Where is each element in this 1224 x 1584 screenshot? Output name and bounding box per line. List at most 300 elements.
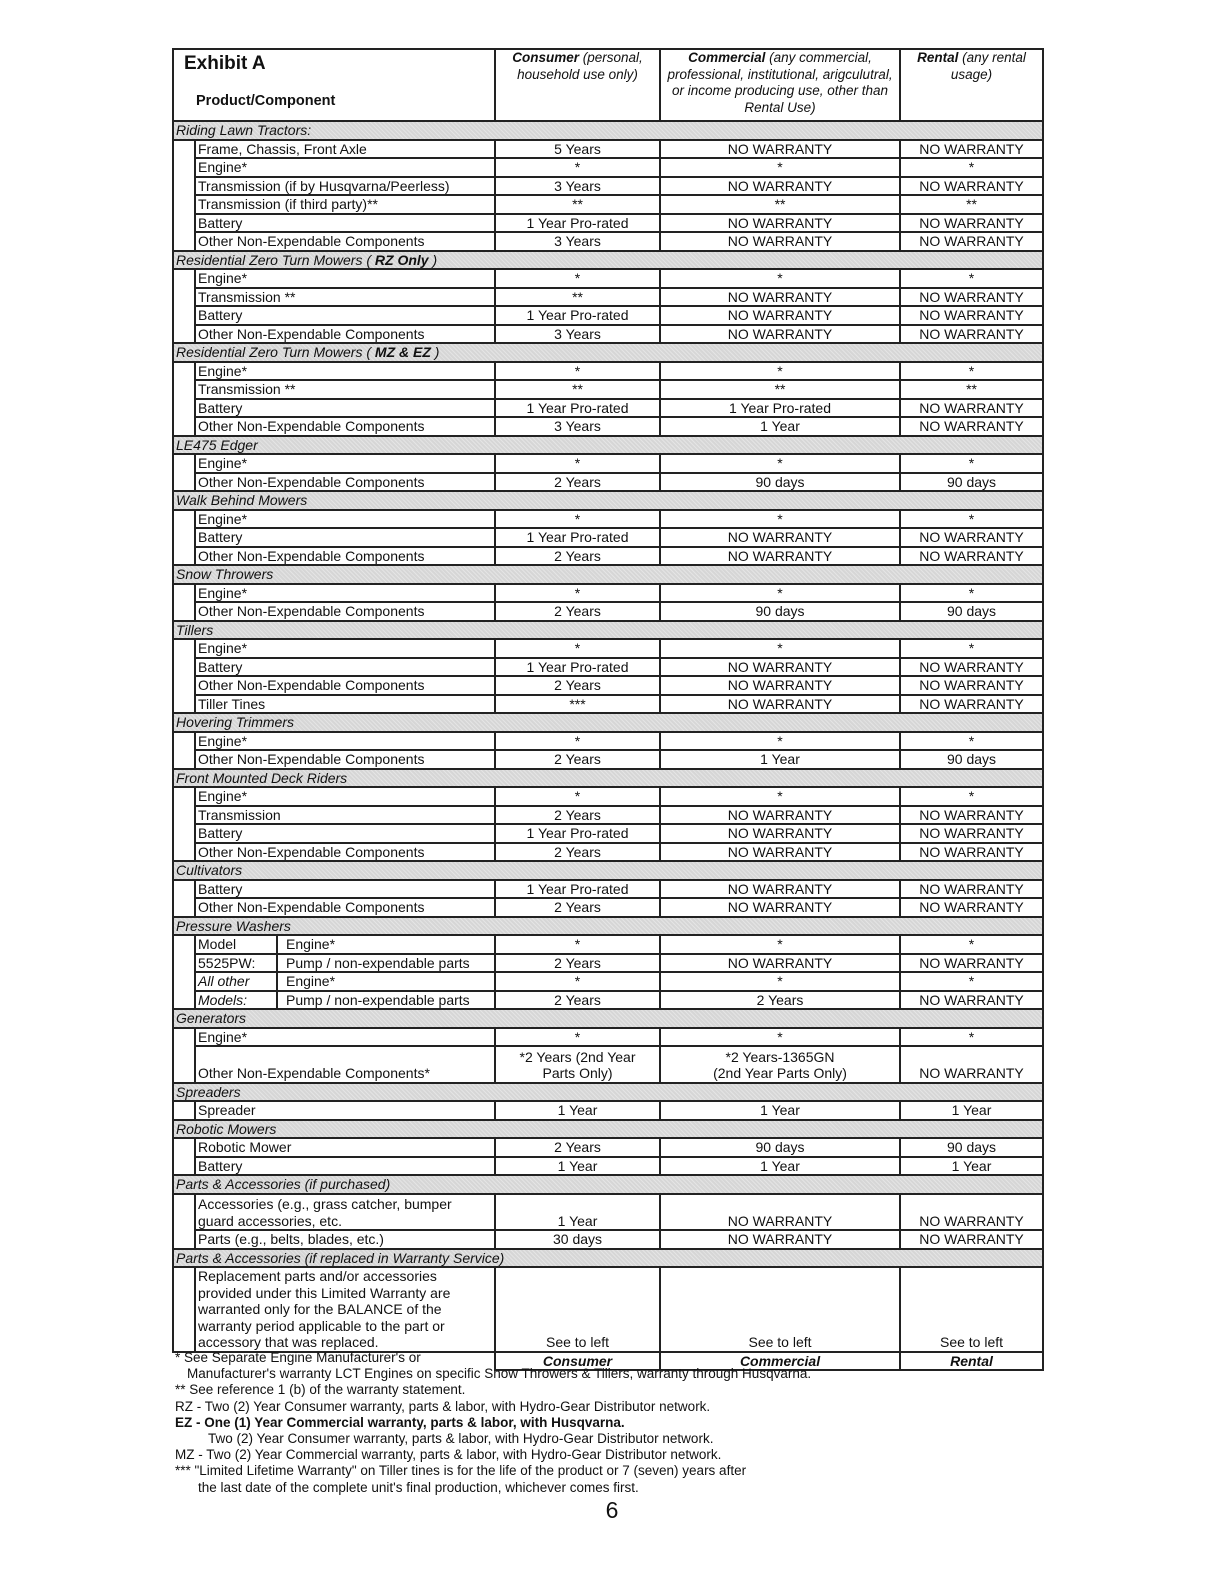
component-label: Battery — [195, 880, 495, 899]
rental-value: * — [900, 935, 1043, 954]
component-label: Battery — [195, 824, 495, 843]
component-label: Battery — [195, 528, 495, 547]
rental-header-desc: (any rental usage) — [950, 50, 1026, 82]
commercial-value: * — [660, 362, 900, 381]
section-header-row — [173, 713, 1043, 732]
commercial-header-desc: (any commercial, professional, institutional, arigculutral, or income producing use, other than Rental Use) — [667, 50, 893, 115]
commercial-value: NO WARRANTY — [660, 1230, 900, 1249]
section-title-text: Residential Zero Turn Mowers ( — [176, 251, 375, 268]
table-row — [173, 140, 1043, 159]
component-label: Engine* — [195, 269, 495, 288]
commercial-value: 90 days — [660, 602, 900, 621]
commercial-value: NO WARRANTY — [660, 658, 900, 677]
rental-value: * — [900, 639, 1043, 658]
component-label: Transmission ** — [195, 380, 495, 399]
component-label: Battery — [195, 399, 495, 418]
commercial-value: * — [660, 269, 900, 288]
section-header-row — [173, 861, 1043, 880]
component-label: Engine* — [195, 362, 495, 381]
rental-value: NO WARRANTY — [900, 214, 1043, 233]
replacement-note-line: warranty period applicable to the part or — [198, 1317, 445, 1334]
consumer-value: 2 Years — [495, 843, 660, 862]
component-label: Other Non-Expendable Components — [195, 602, 495, 621]
table-row — [173, 362, 1043, 381]
consumer-value: 1 Year Pro-rated — [495, 880, 660, 899]
component-label: Other Non-Expendable Components — [195, 898, 495, 917]
section-title-rz — [173, 251, 1043, 270]
commercial-value: NO WARRANTY — [660, 954, 900, 973]
consumer-value-line: *2 Years (2nd Year — [519, 1048, 636, 1065]
component-label: Engine* — [195, 1028, 495, 1047]
consumer-value: * — [495, 454, 660, 473]
consumer-value: 2 Years — [495, 750, 660, 769]
table-row — [173, 1101, 1043, 1120]
section-title-bold: RZ Only — [374, 251, 429, 268]
table-row — [173, 1138, 1043, 1157]
consumer-value: 1 Year — [495, 1157, 660, 1176]
commercial-value: 1 Year — [660, 417, 900, 436]
section-header-row — [173, 1120, 1043, 1139]
section-title-robotic: Robotic Mowers — [173, 1120, 1043, 1139]
commercial-value: * — [660, 732, 900, 751]
footnote-lct-engines: Manufacturer's warranty LCT Engines on specific Snow Throwers & Tillers, warranty through Husqvarna. — [187, 1366, 812, 1382]
rental-value: NO WARRANTY — [900, 843, 1043, 862]
consumer-value: 1 Year — [495, 1101, 660, 1120]
row-gutter — [173, 140, 195, 251]
section-header-row — [173, 343, 1043, 362]
rental-value: NO WARRANTY — [900, 1194, 1043, 1231]
commercial-value: 1 Year — [660, 1157, 900, 1176]
component-label: Transmission — [195, 806, 495, 825]
consumer-value: * — [495, 935, 660, 954]
rental-value: NO WARRANTY — [900, 806, 1043, 825]
component-label — [195, 1267, 495, 1352]
consumer-value: 2 Years — [495, 547, 660, 566]
commercial-value: 90 days — [660, 1138, 900, 1157]
consumer-value: * — [495, 510, 660, 529]
table-row — [173, 787, 1043, 806]
component-label: Engine* — [195, 732, 495, 751]
row-gutter — [173, 1267, 195, 1352]
commercial-value: NO WARRANTY — [660, 843, 900, 862]
section-header-row — [173, 251, 1043, 270]
rental-header-bold: Rental — [917, 50, 959, 65]
rental-value: NO WARRANTY — [900, 880, 1043, 899]
consumer-value: 2 Years — [495, 473, 660, 492]
component-label: Frame, Chassis, Front Axle — [195, 140, 495, 159]
exhibit-title: Exhibit A — [184, 53, 266, 74]
component-label — [195, 935, 495, 954]
warranty-table — [172, 48, 1044, 1371]
section-title-text: Residential Zero Turn Mowers ( — [176, 344, 375, 360]
replacement-note-line: Replacement parts and/or accessories — [198, 1268, 437, 1285]
commercial-value: NO WARRANTY — [660, 1194, 900, 1231]
section-title-replaced: Parts & Accessories (if replaced in Warranty Service) — [173, 1249, 1043, 1268]
commercial-value: 1 Year — [660, 1101, 900, 1120]
consumer-value: 1 Year Pro-rated — [495, 399, 660, 418]
section-title-edger: LE475 Edger — [173, 436, 1043, 455]
row-gutter — [173, 362, 195, 436]
footnote-rz: RZ - Two (2) Year Consumer warranty, parts & labor, with Hydro-Gear Distributor network. — [175, 1398, 711, 1414]
product-component-label: Product/Component — [196, 92, 336, 109]
commercial-value: NO WARRANTY — [660, 325, 900, 344]
component-label: Engine* — [195, 584, 495, 603]
consumer-value: 3 Years — [495, 325, 660, 344]
commercial-value: * — [660, 639, 900, 658]
rental-value: See to left — [900, 1267, 1043, 1352]
component-label: Other Non-Expendable Components — [195, 843, 495, 862]
consumer-value: 30 days — [495, 1230, 660, 1249]
commercial-value: NO WARRANTY — [660, 288, 900, 307]
commercial-value: * — [660, 454, 900, 473]
component-label — [195, 954, 495, 973]
rental-value: * — [900, 1028, 1043, 1047]
table-row — [173, 177, 1043, 196]
rental-value: * — [900, 158, 1043, 177]
component-label: Other Non-Expendable Components — [195, 547, 495, 566]
table-row — [173, 158, 1043, 177]
component-label: Transmission (if by Husqvarna/Peerless) — [195, 177, 495, 196]
table-row — [173, 1267, 1043, 1352]
consumer-value: * — [495, 639, 660, 658]
rental-value: 1 Year — [900, 1157, 1043, 1176]
table-row — [173, 417, 1043, 436]
component-label: Other Non-Expendable Components — [195, 417, 495, 436]
row-gutter — [173, 584, 195, 621]
table-row — [173, 1194, 1043, 1231]
consumer-value: * — [495, 787, 660, 806]
commercial-column-header — [660, 49, 900, 121]
rental-value: NO WARRANTY — [900, 306, 1043, 325]
rental-value: NO WARRANTY — [900, 325, 1043, 344]
consumer-value: 3 Years — [495, 417, 660, 436]
section-header-row — [173, 491, 1043, 510]
replacement-note-line: warranted only for the BALANCE of the — [198, 1301, 442, 1318]
component-label: Robotic Mower — [195, 1138, 495, 1157]
commercial-value-line: *2 Years-1365GN — [725, 1048, 835, 1065]
consumer-value: 1 Year — [495, 1194, 660, 1231]
row-gutter — [173, 1194, 195, 1249]
consumer-value: 2 Years — [495, 898, 660, 917]
commercial-value: 90 days — [660, 473, 900, 492]
rental-footer-label: Rental — [900, 1352, 1043, 1371]
component-label: Other Non-Expendable Components — [195, 676, 495, 695]
section-header-row — [173, 917, 1043, 936]
rental-value: NO WARRANTY — [900, 824, 1043, 843]
commercial-value: NO WARRANTY — [660, 806, 900, 825]
section-header-row — [173, 121, 1043, 140]
consumer-value: * — [495, 732, 660, 751]
component-label: Battery — [195, 658, 495, 677]
table-row — [173, 750, 1043, 769]
rental-value: NO WARRANTY — [900, 695, 1043, 714]
component-label: Battery — [195, 306, 495, 325]
commercial-value: ** — [660, 195, 900, 214]
component-label: Transmission (if third party)** — [195, 195, 495, 214]
component-label: Battery — [195, 1157, 495, 1176]
pressure-washer-group: Model — [196, 936, 278, 953]
pressure-washer-group: 5525PW: — [196, 955, 278, 972]
rental-value: NO WARRANTY — [900, 232, 1043, 251]
section-title-bold: MZ & EZ — [374, 344, 431, 360]
consumer-value: 1 Year Pro-rated — [495, 306, 660, 325]
section-title-snow: Snow Throwers — [173, 565, 1043, 584]
table-row — [173, 269, 1043, 288]
consumer-value: * — [495, 1028, 660, 1047]
rental-value: NO WARRANTY — [900, 658, 1043, 677]
section-title-walk: Walk Behind Mowers — [173, 491, 1043, 510]
rental-value: * — [900, 584, 1043, 603]
row-gutter — [173, 1028, 195, 1083]
row-gutter — [173, 732, 195, 769]
table-row — [173, 288, 1043, 307]
section-title-text: ) — [428, 251, 438, 268]
commercial-value: NO WARRANTY — [660, 214, 900, 233]
rental-value: * — [900, 269, 1043, 288]
commercial-value: NO WARRANTY — [660, 232, 900, 251]
consumer-value: *** — [495, 695, 660, 714]
table-row — [173, 214, 1043, 233]
table-row — [173, 972, 1043, 991]
table-row — [173, 454, 1043, 473]
commercial-value: NO WARRANTY — [660, 695, 900, 714]
consumer-value: 3 Years — [495, 177, 660, 196]
footnote-reference: ** See reference 1 (b) of the warranty statement. — [175, 1382, 466, 1398]
section-title-parts: Parts & Accessories (if purchased) — [173, 1175, 1043, 1194]
footnote-engine: * See Separate Engine Manufacturer's or — [175, 1350, 421, 1365]
table-row — [173, 602, 1043, 621]
component-label-line: guard accessories, etc. — [198, 1212, 342, 1229]
row-gutter — [173, 787, 195, 861]
row-gutter — [173, 510, 195, 566]
consumer-value: * — [495, 158, 660, 177]
table-row — [173, 880, 1043, 899]
commercial-value: * — [660, 158, 900, 177]
component-label: Engine* — [195, 639, 495, 658]
table-row — [173, 954, 1043, 973]
page-number: 6 — [605, 1497, 619, 1523]
table-row — [173, 584, 1043, 603]
rental-value: NO WARRANTY — [900, 898, 1043, 917]
consumer-value: * — [495, 972, 660, 991]
rental-column-header — [900, 49, 1043, 121]
component-label: Other Non-Expendable Components — [195, 473, 495, 492]
pressure-washer-component: Pump / non-expendable parts — [286, 991, 470, 1008]
row-gutter — [173, 269, 195, 343]
consumer-value: 1 Year Pro-rated — [495, 528, 660, 547]
commercial-value: * — [660, 972, 900, 991]
section-title-hovering: Hovering Trimmers — [173, 713, 1043, 732]
footnotes — [175, 1350, 1055, 1496]
section-header-row — [173, 621, 1043, 640]
commercial-value — [660, 1046, 900, 1083]
consumer-value: * — [495, 362, 660, 381]
rental-value: NO WARRANTY — [900, 528, 1043, 547]
section-title-mz — [173, 343, 1043, 362]
section-title-riding: Riding Lawn Tractors: — [173, 121, 1043, 140]
section-header-row — [173, 1009, 1043, 1028]
consumer-value: 2 Years — [495, 806, 660, 825]
rental-value: 90 days — [900, 473, 1043, 492]
row-gutter — [173, 639, 195, 713]
commercial-value: * — [660, 584, 900, 603]
pressure-washer-component: Engine* — [286, 973, 336, 989]
table-row — [173, 991, 1043, 1010]
table-row — [173, 528, 1043, 547]
table-row — [173, 473, 1043, 492]
section-header-row — [173, 1175, 1043, 1194]
rental-value: * — [900, 362, 1043, 381]
section-title-front: Front Mounted Deck Riders — [173, 769, 1043, 788]
rental-value: 1 Year — [900, 1101, 1043, 1120]
row-gutter — [173, 1101, 195, 1120]
component-label: Spreader — [195, 1101, 495, 1120]
rental-value: NO WARRANTY — [900, 954, 1043, 973]
table-row — [173, 806, 1043, 825]
commercial-value: See to left — [660, 1267, 900, 1352]
section-title-cultivators: Cultivators — [173, 861, 1043, 880]
commercial-value: * — [660, 935, 900, 954]
table-row — [173, 732, 1043, 751]
rental-value: NO WARRANTY — [900, 177, 1043, 196]
component-label: Battery — [195, 214, 495, 233]
table-header-row — [173, 49, 1043, 121]
rental-value: * — [900, 454, 1043, 473]
consumer-value: 2 Years — [495, 991, 660, 1010]
consumer-value-line: Parts Only) — [542, 1065, 613, 1082]
consumer-value: ** — [495, 380, 660, 399]
rental-value: NO WARRANTY — [900, 1046, 1043, 1083]
commercial-value: ** — [660, 380, 900, 399]
section-title-pressure: Pressure Washers — [173, 917, 1043, 936]
component-label: Transmission ** — [195, 288, 495, 307]
table-row — [173, 325, 1043, 344]
consumer-column-header — [495, 49, 660, 121]
rental-value: NO WARRANTY — [900, 547, 1043, 566]
commercial-value: * — [660, 1028, 900, 1047]
table-row — [173, 1028, 1043, 1047]
table-row — [173, 843, 1043, 862]
consumer-value: * — [495, 269, 660, 288]
section-header-row — [173, 436, 1043, 455]
component-label: Engine* — [195, 454, 495, 473]
rental-value: * — [900, 510, 1043, 529]
pressure-washer-group: Models: — [196, 992, 278, 1009]
consumer-value: See to left — [495, 1267, 660, 1352]
commercial-value: 1 Year Pro-rated — [660, 399, 900, 418]
commercial-value-line: (2nd Year Parts Only) — [713, 1065, 847, 1082]
rental-value: 90 days — [900, 602, 1043, 621]
row-gutter — [173, 880, 195, 917]
rental-value: ** — [900, 380, 1043, 399]
pressure-washer-component: Pump / non-expendable parts — [286, 954, 470, 971]
component-label — [195, 1194, 495, 1231]
commercial-value: NO WARRANTY — [660, 547, 900, 566]
rental-value: NO WARRANTY — [900, 676, 1043, 695]
table-row — [173, 510, 1043, 529]
commercial-value: NO WARRANTY — [660, 306, 900, 325]
consumer-value: ** — [495, 288, 660, 307]
table-row — [173, 1157, 1043, 1176]
footnote-mz: MZ - Two (2) Year Commercial warranty, parts & labor, with Hydro-Gear Distributor network. — [175, 1447, 722, 1463]
consumer-value: 2 Years — [495, 602, 660, 621]
table-row — [173, 695, 1043, 714]
consumer-value: 2 Years — [495, 954, 660, 973]
pressure-washer-component: Engine* — [286, 936, 336, 952]
component-label: Other Non-Expendable Components — [195, 750, 495, 769]
table-row — [173, 1046, 1043, 1083]
consumer-footer-label: Consumer — [495, 1352, 660, 1371]
component-label: Other Non-Expendable Components — [195, 232, 495, 251]
commercial-value: * — [660, 510, 900, 529]
table-row — [173, 232, 1043, 251]
footnote-ez-consumer: Two (2) Year Consumer warranty, parts & labor, with Hydro-Gear Distributor network. — [208, 1431, 714, 1447]
table-row — [173, 399, 1043, 418]
section-header-row — [173, 565, 1043, 584]
row-gutter — [173, 454, 195, 491]
consumer-value: 1 Year Pro-rated — [495, 658, 660, 677]
table-row — [173, 639, 1043, 658]
section-title-tillers: Tillers — [173, 621, 1043, 640]
commercial-value: NO WARRANTY — [660, 676, 900, 695]
commercial-value: NO WARRANTY — [660, 880, 900, 899]
consumer-value: ** — [495, 195, 660, 214]
component-label-line: Accessories (e.g., grass catcher, bumper — [198, 1196, 452, 1213]
component-label: Other Non-Expendable Components* — [195, 1046, 495, 1083]
rental-value: * — [900, 972, 1043, 991]
table-row — [173, 547, 1043, 566]
section-title-spreaders: Spreaders — [173, 1083, 1043, 1102]
commercial-value: NO WARRANTY — [660, 140, 900, 159]
rental-value: NO WARRANTY — [900, 399, 1043, 418]
table-row — [173, 824, 1043, 843]
component-label: Engine* — [195, 787, 495, 806]
table-row — [173, 935, 1043, 954]
component-label — [195, 991, 495, 1010]
section-title-text: ) — [430, 344, 440, 360]
table-row — [173, 898, 1043, 917]
table-row — [173, 306, 1043, 325]
pressure-washer-group: All other — [196, 973, 278, 990]
rental-value: 90 days — [900, 1138, 1043, 1157]
consumer-value: 2 Years — [495, 676, 660, 695]
section-title-generators: Generators — [173, 1009, 1043, 1028]
rental-value: * — [900, 787, 1043, 806]
replacement-note-line: accessory that was replaced. — [198, 1334, 379, 1351]
consumer-value: 2 Years — [495, 1138, 660, 1157]
table-row — [173, 658, 1043, 677]
commercial-value: NO WARRANTY — [660, 898, 900, 917]
commercial-value: NO WARRANTY — [660, 528, 900, 547]
footnote-tiller-tines-cont: the last date of the complete unit's final production, whichever comes first. — [198, 1479, 639, 1495]
consumer-value: 5 Years — [495, 140, 660, 159]
rental-value: ** — [900, 195, 1043, 214]
footnote-tiller-tines: *** "Limited Lifetime Warranty" on Tiller tines is for the life of the product or 7 (seven) years after — [175, 1463, 747, 1479]
row-gutter — [173, 935, 195, 1009]
component-label: Other Non-Expendable Components — [195, 325, 495, 344]
consumer-value — [495, 1046, 660, 1083]
consumer-header-bold: Consumer — [512, 50, 579, 65]
rental-value: NO WARRANTY — [900, 288, 1043, 307]
consumer-value: 1 Year Pro-rated — [495, 214, 660, 233]
component-label: Parts (e.g., belts, blades, etc.) — [195, 1230, 495, 1249]
commercial-value: * — [660, 787, 900, 806]
header-product-cell — [173, 49, 495, 121]
component-label — [195, 972, 495, 991]
rental-value: NO WARRANTY — [900, 140, 1043, 159]
rental-value: NO WARRANTY — [900, 1230, 1043, 1249]
commercial-value: 2 Years — [660, 991, 900, 1010]
